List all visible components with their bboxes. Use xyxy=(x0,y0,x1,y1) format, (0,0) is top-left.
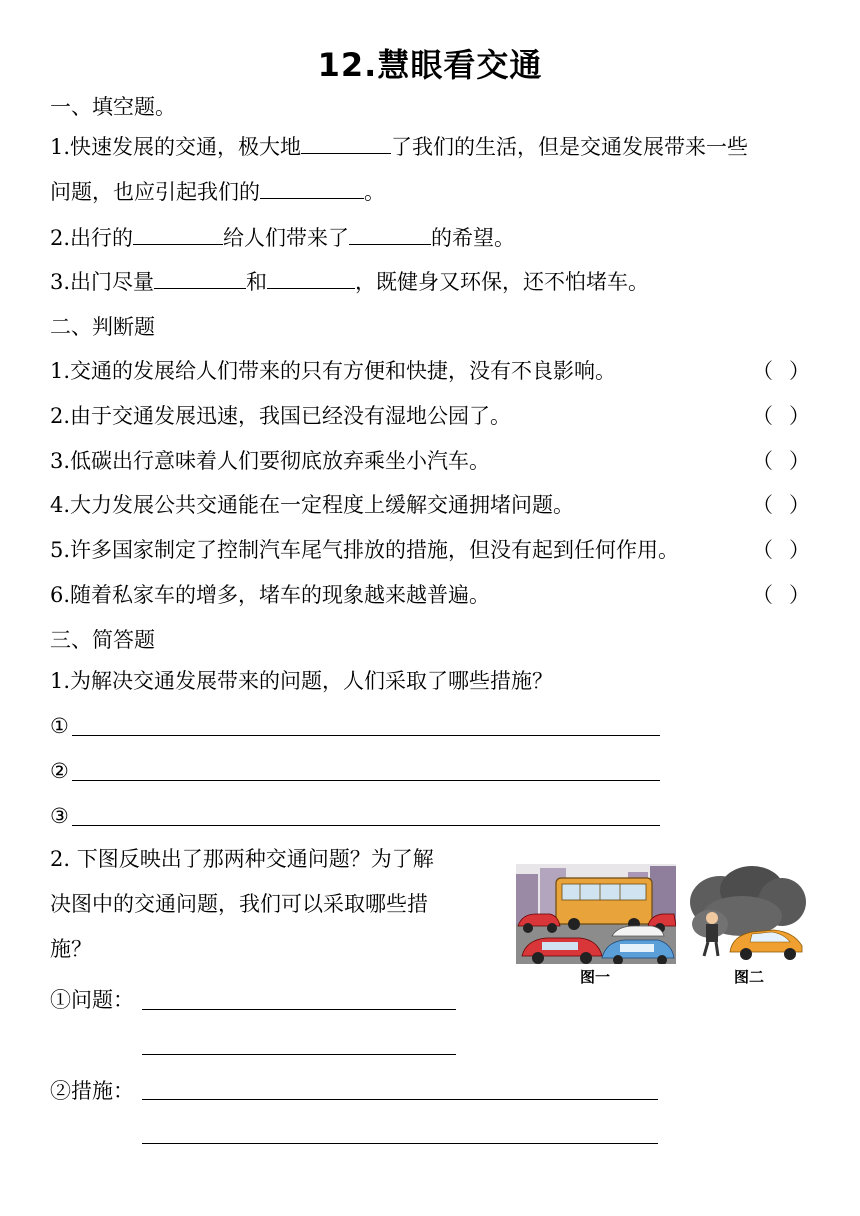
short-answer-q2-line3: 施？ xyxy=(50,937,92,961)
measure-label: ②措施： xyxy=(50,1079,134,1103)
q2-text-a: 2.出行的 xyxy=(50,226,134,250)
answer-line[interactable] xyxy=(72,735,660,736)
question-1-2 xyxy=(50,224,515,252)
question-1-1-cont xyxy=(50,178,385,206)
short-answer-q2-line2: 决图中的交通问题，我们可以采取哪些措 xyxy=(50,892,428,916)
q1-text-c: 问题，也应引起我们的 xyxy=(50,180,260,204)
judge-item-2: 2.由于交通发展迅速，我国已经没有湿地公园了。 xyxy=(50,404,512,428)
paren-open: （ xyxy=(752,404,773,428)
q2-text-b: 给人们带来了 xyxy=(223,226,350,250)
judge-item-1: 1.交通的发展给人们带来的只有方便和快捷，没有不良影响。 xyxy=(50,359,617,383)
section3-heading: 三、简答题 xyxy=(50,628,155,652)
answer-line[interactable] xyxy=(142,1054,456,1055)
judge-item-3: 3.低碳出行意味着人们要彻底放弃乘坐小汽车。 xyxy=(50,449,491,473)
answer-marker-1: ① xyxy=(50,714,69,738)
blank-field[interactable] xyxy=(260,178,364,199)
section2-heading: 二、判断题 xyxy=(50,315,155,339)
q3-text-c: ，既健身又环保，还不怕堵车。 xyxy=(355,270,650,294)
answer-paren[interactable] xyxy=(752,447,810,475)
short-answer-q1: 1.为解决交通发展带来的问题，人们采取了哪些措施？ xyxy=(50,669,554,693)
paren-open: （ xyxy=(752,583,773,607)
q3-text-b: 和 xyxy=(246,270,268,294)
answer-paren[interactable] xyxy=(752,491,810,519)
blank-field[interactable] xyxy=(301,133,391,154)
answer-line[interactable] xyxy=(142,1143,658,1144)
exhaust-pollution-illustration xyxy=(690,866,806,962)
paren-close: ） xyxy=(789,404,810,428)
traffic-jam-illustration xyxy=(516,864,676,964)
answer-line[interactable] xyxy=(72,825,660,826)
paren-open: （ xyxy=(752,538,773,562)
q1-text-a: 1.快速发展的交通，极大地 xyxy=(50,135,302,159)
answer-marker-3: ③ xyxy=(50,804,69,828)
blank-field[interactable] xyxy=(349,224,431,245)
blank-field[interactable] xyxy=(154,268,246,289)
figure-1-caption: 图一 xyxy=(580,968,611,986)
short-answer-q2-line1: 2. 下图反映出了那两种交通问题？为了解 xyxy=(50,847,434,871)
q1-text-d: 。 xyxy=(364,180,385,204)
paren-close: ） xyxy=(789,583,810,607)
answer-paren[interactable] xyxy=(752,402,810,430)
question-1-3 xyxy=(50,268,649,296)
problem-label: ①问题： xyxy=(50,988,134,1012)
q1-text-b: 了我们的生活，但是交通发展带来一些 xyxy=(391,135,749,159)
section1-heading: 一、填空题。 xyxy=(50,95,176,119)
answer-marker-2: ② xyxy=(50,759,69,783)
paren-close: ） xyxy=(789,359,810,383)
paren-open: （ xyxy=(752,493,773,517)
paren-open: （ xyxy=(752,449,773,473)
answer-paren[interactable] xyxy=(752,581,810,609)
figure-2-caption: 图二 xyxy=(734,968,765,986)
answer-paren[interactable] xyxy=(752,357,810,385)
paren-close: ） xyxy=(789,493,810,517)
blank-field[interactable] xyxy=(133,224,223,245)
answer-line[interactable] xyxy=(72,780,660,781)
answer-line[interactable] xyxy=(142,1099,658,1100)
answer-paren[interactable] xyxy=(752,536,810,564)
page-title: 12.慧眼看交通 xyxy=(317,46,543,84)
judge-item-4: 4.大力发展公共交通能在一定程度上缓解交通拥堵问题。 xyxy=(50,493,575,517)
answer-line[interactable] xyxy=(142,1009,456,1010)
judge-item-5: 5.许多国家制定了控制汽车尾气排放的措施，但没有起到任何作用。 xyxy=(50,538,680,562)
q3-text-a: 3.出门尽量 xyxy=(50,270,155,294)
paren-close: ） xyxy=(789,538,810,562)
q2-text-c: 的希望。 xyxy=(431,226,516,250)
judge-item-6: 6.随着私家车的增多，堵车的现象越来越普遍。 xyxy=(50,583,491,607)
paren-close: ） xyxy=(789,449,810,473)
question-1-1 xyxy=(50,133,748,161)
paren-open: （ xyxy=(752,359,773,383)
blank-field[interactable] xyxy=(267,268,355,289)
